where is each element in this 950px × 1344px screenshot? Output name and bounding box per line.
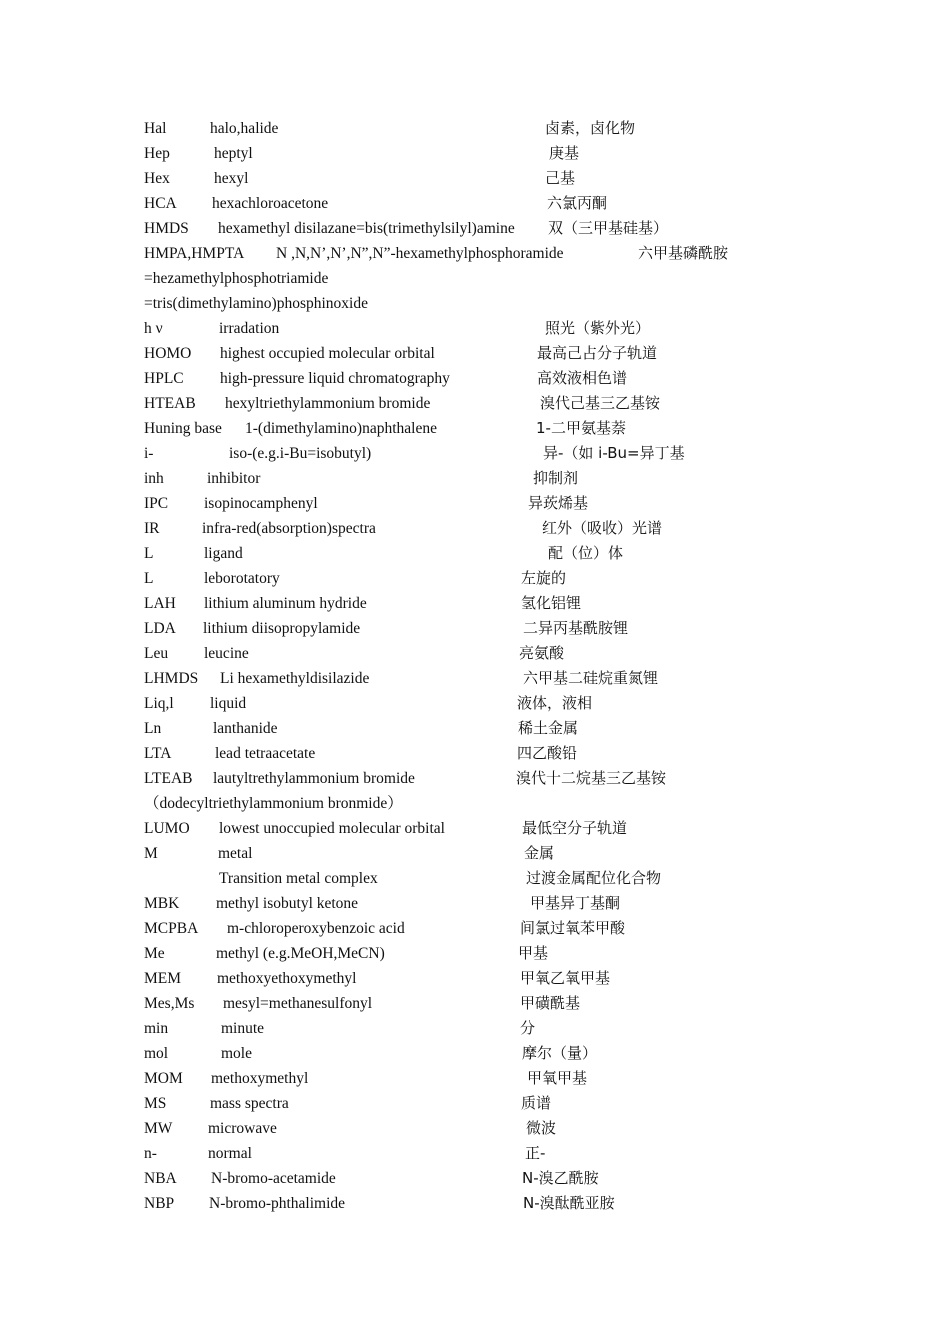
glossary-row (0, 441, 950, 466)
chinese-term: 六氯丙酮 (547, 194, 608, 212)
glossary-row (0, 391, 950, 416)
abbreviation: HMPA,HMPTA (144, 245, 245, 262)
glossary-row (0, 566, 950, 591)
continuation-text: （dodecyltriethylammonium bronmide） (144, 795, 403, 812)
english-term: infra-red(absorption)spectra (202, 520, 376, 537)
glossary-row (0, 541, 950, 566)
english-term: minute (221, 1020, 265, 1037)
abbreviation: MCPBA (144, 920, 199, 937)
abbreviation: LTEAB (144, 770, 193, 787)
glossary-row (0, 491, 950, 516)
chinese-term: 己基 (545, 169, 576, 187)
glossary-row (0, 866, 950, 891)
glossary-continuation (0, 791, 950, 816)
chinese-term: 摩尔（量） (522, 1044, 598, 1062)
chinese-term: N-溴乙酰胺 (522, 1169, 599, 1187)
english-term: mesyl=methanesulfonyl (223, 995, 373, 1012)
english-term: isopinocamphenyl (204, 495, 318, 512)
glossary-row (0, 216, 950, 241)
english-term: Transition metal complex (219, 870, 378, 887)
chinese-term: 最低空分子轨道 (522, 819, 628, 837)
glossary-row (0, 1041, 950, 1066)
chinese-term: 二异丙基酰胺锂 (523, 619, 629, 637)
abbreviation: Hex (144, 170, 170, 187)
chinese-term: 正- (525, 1144, 546, 1162)
english-term: methoxymethyl (211, 1070, 309, 1087)
chinese-term: 微波 (526, 1119, 557, 1137)
abbreviation: HOMO (144, 345, 192, 362)
abbreviation: L (144, 545, 154, 562)
glossary-row (0, 891, 950, 916)
english-term: halo,halide (210, 120, 279, 137)
abbreviation: HTEAB (144, 395, 196, 412)
english-term: m-chloroperoxybenzoic acid (227, 920, 405, 937)
abbreviation: HMDS (144, 220, 189, 237)
continuation-text: =tris(dimethylamino)phosphinoxide (144, 295, 368, 312)
english-term: normal (208, 1145, 252, 1162)
english-term: lanthanide (213, 720, 278, 737)
english-term: heptyl (214, 145, 253, 162)
english-term: metal (218, 845, 253, 862)
glossary-row (0, 816, 950, 841)
abbreviation: MBK (144, 895, 180, 912)
english-term: lithium diisopropylamide (203, 620, 361, 637)
english-term: lithium aluminum hydride (204, 595, 367, 612)
abbreviation: LTA (144, 745, 172, 762)
english-term: highest occupied molecular orbital (220, 345, 435, 362)
english-term: hexyl (214, 170, 249, 187)
abbreviation: NBA (144, 1170, 177, 1187)
chinese-term: 甲氧乙氧甲基 (520, 969, 611, 987)
chinese-term: 六甲基二硅烷重氮锂 (523, 669, 659, 687)
abbreviation: MEM (144, 970, 182, 987)
english-term: hexyltriethylammonium bromide (225, 395, 431, 412)
glossary-row (0, 466, 950, 491)
glossary-row (0, 841, 950, 866)
glossary-row (0, 666, 950, 691)
english-term: 1-(dimethylamino)naphthalene (245, 420, 437, 437)
english-term: lowest unoccupied molecular orbital (219, 820, 445, 837)
abbreviation: Me (144, 945, 165, 962)
glossary-row (0, 741, 950, 766)
english-term: N-bromo-phthalimide (209, 1195, 346, 1212)
abbreviation: HCA (144, 195, 177, 212)
glossary-row (0, 416, 950, 441)
abbreviation: IPC (144, 495, 169, 512)
english-term: high-pressure liquid chromatography (220, 370, 450, 387)
abbreviation: min (144, 1020, 169, 1037)
chinese-term: 甲基异丁基酮 (530, 894, 621, 912)
english-term: lead tetraacetate (215, 745, 316, 762)
abbreviation: i- (144, 445, 154, 462)
glossary-continuation (0, 291, 950, 316)
chinese-term: 抑制剂 (533, 469, 579, 487)
chinese-term: 亮氨酸 (519, 644, 565, 662)
glossary-row (0, 766, 950, 791)
glossary-row (0, 616, 950, 641)
abbreviation: LDA (144, 620, 176, 637)
abbreviation: Leu (144, 645, 169, 662)
glossary-row (0, 366, 950, 391)
chinese-term: N-溴酞酰亚胺 (523, 1194, 615, 1212)
chinese-term: 照光（紫外光） (545, 319, 651, 337)
chinese-term: 双（三甲基硅基） (548, 219, 669, 237)
glossary-row (0, 166, 950, 191)
chinese-term: 配（位）体 (548, 544, 624, 562)
abbreviation: IR (144, 520, 160, 537)
glossary-row (0, 916, 950, 941)
glossary-row (0, 141, 950, 166)
abbreviation: Ln (144, 720, 162, 737)
abbreviation: HPLC (144, 370, 184, 387)
english-term: methyl isobutyl ketone (216, 895, 359, 912)
chinese-term: 氢化铝锂 (521, 594, 582, 612)
english-term: iso-(e.g.i-Bu=isobutyl) (229, 445, 372, 462)
glossary-row (0, 116, 950, 141)
english-term: mole (221, 1045, 252, 1062)
glossary-row (0, 1191, 950, 1216)
chinese-term: 甲基 (518, 944, 549, 962)
english-term: leucine (204, 645, 249, 662)
english-term: leborotatory (204, 570, 280, 587)
glossary-row (0, 641, 950, 666)
glossary-row (0, 941, 950, 966)
chinese-term: 金属 (524, 844, 555, 862)
abbreviation: M (144, 845, 158, 862)
glossary-row (0, 191, 950, 216)
chinese-term: 甲氧甲基 (527, 1069, 588, 1087)
chinese-term: 卤素，卤化物 (545, 119, 636, 137)
english-term: N-bromo-acetamide (211, 1170, 336, 1187)
chinese-term: 甲磺酰基 (520, 994, 581, 1012)
english-term: liquid (210, 695, 247, 712)
abbreviation: NBP (144, 1195, 175, 1212)
abbreviation: MOM (144, 1070, 183, 1087)
abbreviation: Huning base (144, 420, 222, 437)
abbreviation: MW (144, 1120, 173, 1137)
chinese-term: 最高己占分子轨道 (537, 344, 658, 362)
glossary-continuation (0, 266, 950, 291)
chinese-term: 左旋的 (521, 569, 567, 587)
glossary-row (0, 1091, 950, 1116)
english-term: N ,N,N’,N’,N”,N”-hexamethylphosphoramide (276, 245, 564, 262)
glossary-row (0, 316, 950, 341)
glossary-row (0, 966, 950, 991)
abbreviation: LHMDS (144, 670, 199, 687)
english-term: hexachloroacetone (212, 195, 329, 212)
chinese-term: 异-（如 i-Bu=异丁基 (543, 444, 685, 462)
abbreviation: mol (144, 1045, 169, 1062)
english-term: lautyltrethylammonium bromide (213, 770, 415, 787)
glossary-row (0, 691, 950, 716)
english-term: Li hexamethyldisilazide (220, 670, 370, 687)
glossary-row (0, 341, 950, 366)
abbreviation: inh (144, 470, 164, 487)
english-term: ligand (204, 545, 243, 562)
abbreviation: L (144, 570, 154, 587)
glossary-row (0, 516, 950, 541)
chinese-term: 分 (520, 1019, 536, 1037)
abbreviation: MS (144, 1095, 167, 1112)
abbreviation: h ν (144, 320, 163, 337)
glossary-row (0, 991, 950, 1016)
glossary-row (0, 1016, 950, 1041)
english-term: hexamethyl disilazane=bis(trimethylsilyl)amine (218, 220, 515, 237)
abbreviation: Liq,l (144, 695, 174, 712)
chinese-term: 高效液相色谱 (537, 369, 628, 387)
glossary-row (0, 591, 950, 616)
chinese-term: 溴代己基三乙基铵 (540, 394, 661, 412)
glossary-row (0, 1166, 950, 1191)
continuation-text: =hezamethylphosphotriamide (144, 270, 329, 287)
chinese-term: 庚基 (549, 144, 580, 162)
english-term: mass spectra (210, 1095, 289, 1112)
glossary-row (0, 241, 950, 266)
chinese-term: 四乙酸铅 (517, 744, 578, 762)
chinese-term: 质谱 (521, 1094, 552, 1112)
chinese-term: 红外（吸收）光谱 (542, 519, 663, 537)
chinese-term: 液体，液相 (517, 694, 593, 712)
english-term: irradation (219, 320, 280, 337)
glossary-row (0, 1141, 950, 1166)
english-term: methoxyethoxymethyl (217, 970, 357, 987)
chinese-term: 稀土金属 (518, 719, 579, 737)
abbreviation: LAH (144, 595, 176, 612)
abbreviation: Hep (144, 145, 170, 162)
chinese-term: 间氯过氧苯甲酸 (520, 919, 626, 937)
english-term: microwave (208, 1120, 277, 1137)
english-term: inhibitor (207, 470, 261, 487)
english-term: methyl (e.g.MeOH,MeCN) (216, 945, 385, 962)
abbreviation: Hal (144, 120, 167, 137)
glossary-row (0, 1066, 950, 1091)
chinese-term: 异莰烯基 (528, 494, 589, 512)
abbreviation: n- (144, 1145, 157, 1162)
chinese-term: 1-二甲氨基萘 (536, 419, 626, 437)
abbreviation: Mes,Ms (144, 995, 195, 1012)
chinese-term: 六甲基磷酰胺 (638, 244, 729, 262)
glossary-row (0, 1116, 950, 1141)
chinese-term: 溴代十二烷基三乙基铵 (516, 769, 667, 787)
abbreviation: LUMO (144, 820, 190, 837)
glossary-row (0, 716, 950, 741)
chinese-term: 过渡金属配位化合物 (526, 869, 662, 887)
